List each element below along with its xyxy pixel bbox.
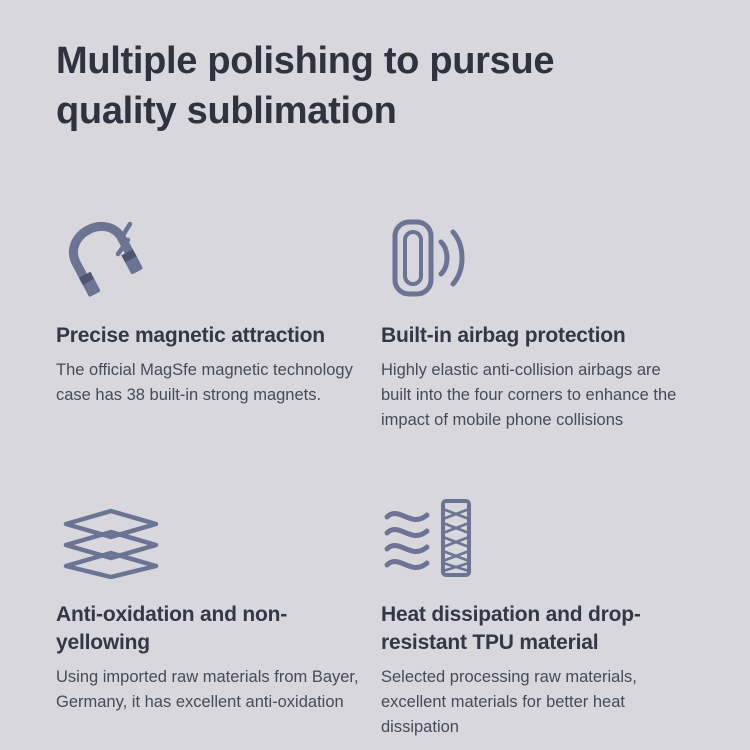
heat-waves-icon [381,493,684,579]
feature-card-magnetic [56,214,369,433]
feature-title: Anti-oxidation and non-yellowing [56,603,288,654]
feature-body: Selected processing raw materials, excellent materials for better heat dissipation [381,667,637,736]
phone-airbag-icon [381,214,684,300]
magnet-icon [56,214,359,300]
page-title: Multiple polishing to pursue quality sublimation [56,40,555,133]
feature-grid [56,214,694,740]
feature-body: The official MagSfe magnetic technology case has 38 built-in strong magnets. [56,361,353,405]
feature-card-anti-oxidation [56,493,369,740]
feature-card-heat [381,493,694,740]
feature-body: Highly elastic anti-collision airbags are built into the four corners to enhance the impact of mobile phone collisions [381,361,677,430]
feature-card-airbag [381,214,694,433]
feature-title: Built-in airbag protection [381,324,626,348]
feature-title: Precise magnetic attraction [56,324,325,348]
layers-icon [56,493,359,579]
feature-body: Using imported raw materials from Bayer, Germany, it has excellent anti-oxidation [56,667,359,711]
feature-title: Heat dissipation and drop-resistant TPU material [381,603,641,654]
